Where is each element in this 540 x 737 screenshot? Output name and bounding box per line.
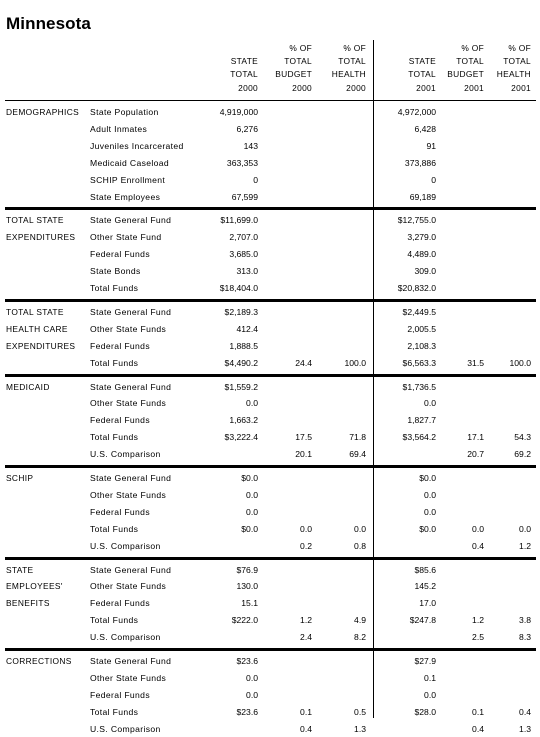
section-label: DEMOGRAPHICS: [6, 107, 80, 117]
table-row: [0, 395, 540, 412]
cell-value: 2.5: [472, 632, 484, 643]
table-row: [0, 487, 540, 504]
table-row: [0, 412, 540, 429]
row-label: U.S. Comparison: [90, 540, 161, 551]
cell-value: 17.0: [419, 598, 436, 609]
cell-value: $23.6: [236, 706, 258, 717]
column-header-line: BUDGET: [447, 69, 484, 80]
row-label: Other State Fund: [90, 232, 162, 243]
row-label: U.S. Comparison: [90, 632, 161, 643]
column-header-line: 2001: [464, 82, 484, 93]
section-label: TOTAL STATE HEALTH CARE EXPENDITURES: [6, 306, 76, 351]
table-row: [0, 172, 540, 189]
row-label: State Employees: [90, 191, 161, 202]
cell-value: 54.3: [514, 432, 531, 443]
table-row: [0, 212, 540, 229]
cell-value: 145.2: [414, 581, 436, 592]
cell-value: 0.0: [424, 506, 436, 517]
table-row: [0, 704, 540, 721]
cell-value: 1,663.2: [229, 415, 258, 426]
cell-value: 3,685.0: [229, 249, 258, 260]
column-header: [230, 55, 258, 111]
cell-value: 100.0: [344, 357, 366, 368]
cell-value: 1.3: [354, 723, 366, 734]
table-row: [0, 229, 540, 246]
cell-value: 4,489.0: [407, 249, 436, 260]
table-row: [0, 504, 540, 521]
table-row: [0, 138, 540, 155]
cell-value: 0.0: [246, 672, 258, 683]
column-header-line: TOTAL: [408, 69, 436, 80]
cell-value: $20,832.0: [397, 283, 436, 293]
column-header-line: % OF: [508, 43, 531, 53]
cell-value: 8.2: [354, 632, 366, 643]
cell-value: $247.8: [409, 615, 436, 626]
cell-value: $0.0: [241, 473, 258, 483]
cell-value: 24.4: [295, 357, 312, 368]
cell-value: 6,428: [414, 123, 436, 134]
cell-value: 3,279.0: [407, 232, 436, 243]
table-row: [0, 629, 540, 646]
cell-value: $222.0: [231, 615, 258, 626]
cell-value: 0.0: [354, 523, 366, 534]
cell-value: $18,404.0: [219, 283, 258, 293]
cell-value: 69,189: [409, 191, 436, 202]
row-label: Total Funds: [90, 523, 139, 534]
cell-value: 20.1: [295, 449, 312, 460]
cell-value: 373,886: [404, 157, 436, 168]
cell-value: 0.4: [472, 540, 484, 551]
row-label: U.S. Comparison: [90, 449, 161, 460]
row-label: State General Fund: [90, 656, 172, 666]
cell-value: 17.1: [467, 432, 484, 443]
section-divider: [5, 207, 536, 210]
row-label: U.S. Comparison: [90, 723, 161, 734]
cell-value: $6,563.3: [402, 357, 436, 368]
row-label: Federal Funds: [90, 598, 150, 609]
cell-value: 130.0: [236, 581, 258, 592]
column-header-line: TOTAL: [284, 56, 312, 67]
cell-value: 2.4: [300, 632, 312, 643]
cell-value: $28.0: [414, 706, 436, 717]
table-row: [0, 304, 540, 321]
column-header-line: 2001: [416, 82, 436, 93]
row-label: Total Funds: [90, 615, 139, 626]
cell-value: 0.4: [472, 723, 484, 734]
cell-value: 0.0: [246, 689, 258, 700]
row-label: Total Funds: [90, 283, 139, 293]
cell-value: $27.9: [414, 656, 436, 666]
row-label: Federal Funds: [90, 249, 150, 260]
cell-value: 0.0: [424, 689, 436, 700]
table-row: [0, 612, 540, 629]
row-label: SCHIP Enrollment: [90, 174, 166, 185]
cell-value: 0.1: [300, 706, 312, 717]
cell-value: 1,827.7: [407, 415, 436, 426]
row-label: Medicaid Caseload: [90, 157, 170, 168]
section-label: SCHIP: [6, 473, 34, 483]
row-label: Other State Funds: [90, 672, 167, 683]
table-row: [0, 121, 540, 138]
cell-value: 412.4: [236, 323, 258, 334]
table-row: [0, 721, 540, 737]
table-row: [0, 104, 540, 121]
table-row: [0, 379, 540, 396]
cell-value: 4,972,000: [397, 107, 436, 117]
cell-value: $2,189.3: [224, 306, 258, 317]
column-header: [332, 42, 366, 98]
cell-value: 20.7: [467, 449, 484, 460]
column-header-line: BUDGET: [275, 69, 312, 80]
cell-value: 2,005.5: [407, 323, 436, 334]
column-header-line: HEALTH: [496, 69, 531, 80]
table-row: [0, 429, 540, 446]
table-row: [0, 189, 540, 206]
cell-value: $1,559.2: [224, 381, 258, 392]
page-title: Minnesota: [6, 14, 91, 33]
cell-value: 15.1: [241, 598, 258, 609]
row-label: State General Fund: [90, 306, 172, 317]
cell-value: 0: [431, 174, 436, 185]
cell-value: 100.0: [509, 357, 531, 368]
column-header-line: 2000: [346, 82, 366, 93]
row-label: Total Funds: [90, 357, 139, 368]
section-divider: [5, 465, 536, 468]
column-header-line: STATE: [230, 56, 258, 67]
cell-value: 1.2: [519, 540, 531, 551]
row-label: State General Fund: [90, 381, 172, 392]
column-header-line: HEALTH: [331, 69, 366, 80]
row-label: Total Funds: [90, 432, 139, 443]
cell-value: $1,736.5: [402, 381, 436, 392]
row-label: State Population: [90, 107, 159, 117]
cell-value: $2,449.5: [402, 306, 436, 317]
cell-value: 363,353: [226, 157, 258, 168]
cell-value: 0: [253, 174, 258, 185]
column-header: [408, 55, 436, 111]
row-label: Federal Funds: [90, 340, 150, 351]
cell-value: 309.0: [414, 266, 436, 277]
row-label: State General Fund: [90, 564, 172, 575]
cell-value: 71.8: [349, 432, 366, 443]
column-header-line: 2000: [292, 82, 312, 93]
column-header-line: % OF: [289, 43, 312, 53]
cell-value: 1,888.5: [229, 340, 258, 351]
cell-value: 4.9: [354, 615, 366, 626]
column-header: [275, 42, 312, 98]
section-label: STATE EMPLOYEES' BENEFITS: [6, 564, 63, 609]
cell-value: 67,599: [231, 191, 258, 202]
cell-value: $12,755.0: [397, 215, 436, 226]
cell-value: 0.0: [519, 523, 531, 534]
table-row: [0, 670, 540, 687]
column-header-line: TOTAL: [230, 69, 258, 80]
cell-value: $0.0: [241, 523, 258, 534]
row-label: Juveniles Incarcerated: [90, 140, 184, 151]
table-row: [0, 562, 540, 579]
cell-value: 3.8: [519, 615, 531, 626]
row-label: Adult Inmates: [90, 123, 148, 134]
cell-value: 1.2: [472, 615, 484, 626]
table-row: [0, 538, 540, 555]
cell-value: 2,707.0: [229, 232, 258, 243]
table-row: [0, 263, 540, 280]
section-divider: [5, 299, 536, 302]
table-row: [0, 653, 540, 670]
row-label: Federal Funds: [90, 506, 150, 517]
table-row: [0, 246, 540, 263]
section-label: CORRECTIONS: [6, 656, 72, 666]
table-row: [0, 355, 540, 372]
row-label: State General Fund: [90, 473, 172, 483]
table-row: [0, 155, 540, 172]
section-divider: [5, 648, 536, 651]
table-row: [0, 521, 540, 538]
section-divider: [5, 374, 536, 377]
table-row: [0, 338, 540, 355]
column-header-line: TOTAL: [456, 56, 484, 67]
cell-value: 69.4: [349, 449, 366, 460]
table-row: [0, 595, 540, 612]
row-label: State Bonds: [90, 266, 141, 277]
cell-value: $0.0: [419, 523, 436, 534]
cell-value: 0.4: [519, 706, 531, 717]
section-label: MEDICAID: [6, 381, 50, 392]
column-header-line: 2001: [511, 82, 531, 93]
table-row: [0, 446, 540, 463]
cell-value: 0.1: [472, 706, 484, 717]
cell-value: 69.2: [514, 449, 531, 460]
cell-value: $76.9: [236, 564, 258, 575]
table-row: [0, 470, 540, 487]
cell-value: $3,222.4: [224, 432, 258, 443]
row-label: Total Funds: [90, 706, 139, 717]
cell-value: 0.0: [246, 398, 258, 409]
cell-value: $3,564.2: [402, 432, 436, 443]
cell-value: 91: [426, 140, 436, 151]
row-label: State General Fund: [90, 215, 172, 226]
row-label: Federal Funds: [90, 415, 150, 426]
cell-value: 0.0: [246, 506, 258, 517]
column-header-line: % OF: [343, 43, 366, 53]
cell-value: 2,108.3: [407, 340, 436, 351]
row-label: Other State Funds: [90, 489, 167, 500]
row-label: Other State Funds: [90, 581, 167, 592]
cell-value: 0.0: [300, 523, 312, 534]
cell-value: 0.8: [354, 540, 366, 551]
cell-value: 0.4: [300, 723, 312, 734]
section-divider: [5, 557, 536, 560]
cell-value: 143: [243, 140, 258, 151]
cell-value: $0.0: [419, 473, 436, 483]
column-header-line: % OF: [461, 43, 484, 53]
column-header-line: TOTAL: [338, 56, 366, 67]
column-header: [447, 42, 484, 98]
cell-value: 0.0: [424, 398, 436, 409]
cell-value: $11,699.0: [220, 215, 258, 226]
table-row: [0, 321, 540, 338]
cell-value: 1.2: [300, 615, 312, 626]
cell-value: $4,490.2: [224, 357, 258, 368]
row-label: Other State Funds: [90, 398, 167, 409]
cell-value: $85.6: [414, 564, 436, 575]
cell-value: 0.1: [424, 672, 436, 683]
column-header-line: TOTAL: [503, 56, 531, 67]
cell-value: 0.0: [424, 489, 436, 500]
table-row: [0, 578, 540, 595]
cell-value: 6,276: [236, 123, 258, 134]
column-header-line: 2000: [238, 82, 258, 93]
cell-value: 0.0: [472, 523, 484, 534]
cell-value: 17.5: [295, 432, 312, 443]
section-label: TOTAL STATE EXPENDITURES: [6, 215, 76, 243]
cell-value: 0.5: [354, 706, 366, 717]
table-row: [0, 687, 540, 704]
cell-value: 0.0: [246, 489, 258, 500]
cell-value: 313.0: [236, 266, 258, 277]
cell-value: 0.2: [300, 540, 312, 551]
column-header: [497, 42, 531, 98]
row-label: Federal Funds: [90, 689, 150, 700]
column-header-line: STATE: [408, 56, 436, 67]
cell-value: $23.6: [236, 656, 258, 666]
cell-value: 31.5: [467, 357, 484, 368]
row-label: Other State Funds: [90, 323, 167, 334]
cell-value: 1.3: [519, 723, 531, 734]
cell-value: 4,919,000: [219, 107, 258, 117]
header-rule: [5, 100, 536, 101]
cell-value: 8.3: [519, 632, 531, 643]
table-row: [0, 280, 540, 297]
